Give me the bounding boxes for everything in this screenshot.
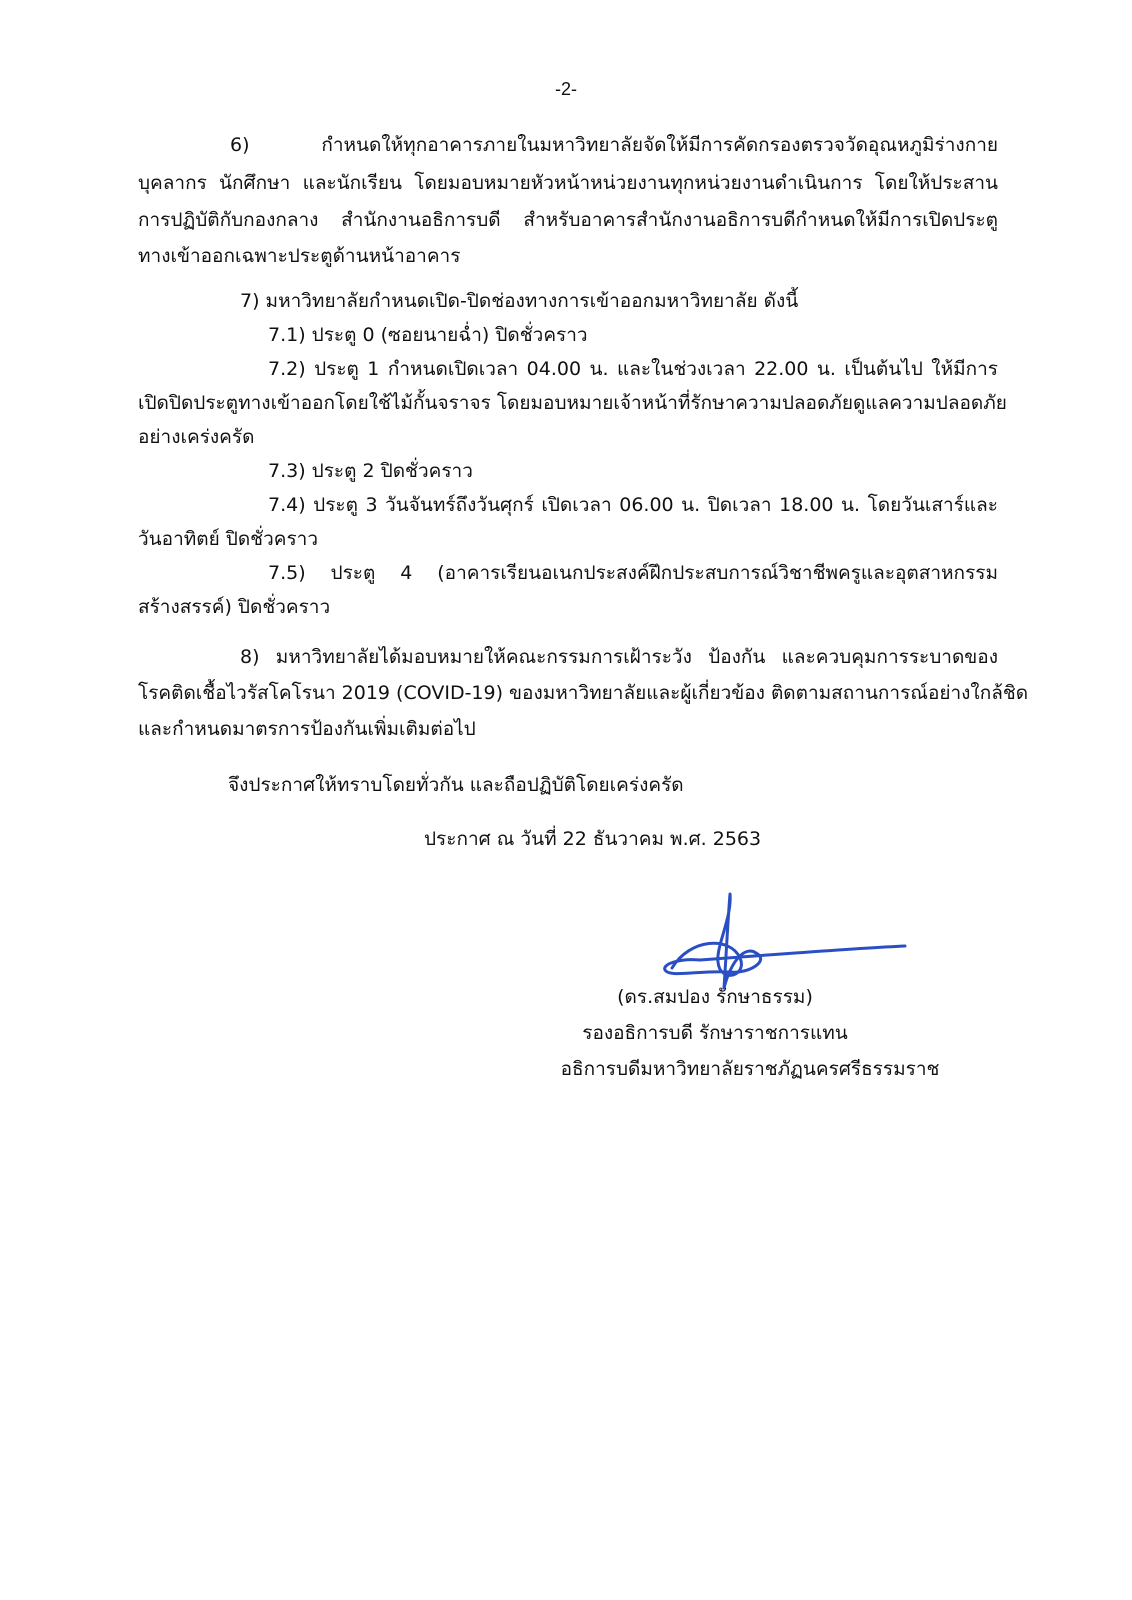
signer-position-1: รองอธิการบดี รักษาราชการแทน — [582, 1022, 848, 1044]
item7-4-line-1: 7.4) ประตู 3 วันจันทร์ถึงวันศุกร์ เปิดเวลา 06.00 น. ปิดเวลา 18.00 น. โดยวันเสาร์และ — [268, 494, 998, 516]
signer-name: (ดร.สมปอง รักษาธรรม) — [617, 986, 813, 1008]
item6-line-4: ทางเข้าออกเฉพาะประตูด้านหน้าอาคาร — [138, 245, 461, 267]
item7-2-line-2: เปิดปิดประตูทางเข้าออกโดยใช้ไม้กั้นจราจร โดยมอบหมายเจ้าหน้าที่รักษาความปลอดภัยดูแลความปลอดภัย — [138, 392, 1007, 414]
item7-5-line-1: 7.5) ประตู 4 (อาคารเรียนอเนกประสงค์ฝึกประสบการณ์วิชาชีพครูและอุตสาหกรรม — [268, 562, 998, 584]
item8-line-3: และกำหนดมาตรการป้องกันเพิ่มเติมต่อไป — [138, 718, 476, 740]
item6-line-2: บุคลากร นักศึกษา และนักเรียน โดยมอบหมายหัวหน้าหน่วยงานทุกหน่วยงานดำเนินการ โดยให้ประสาน — [138, 172, 998, 194]
item7-2-line-1: 7.2) ประตู 1 กำหนดเปิดเวลา 04.00 น. และในช่วงเวลา 22.00 น. เป็นต้นไป ให้มีการ — [268, 358, 998, 380]
item6-line-1: 6) กำหนดให้ทุกอาคารภายในมหาวิทยาลัยจัดให้มีการคัดกรองตรวจวัดอุณหภูมิร่างกาย — [230, 134, 998, 156]
signature-image — [660, 888, 920, 998]
closing-statement: จึงประกาศให้ทราบโดยทั่วกัน และถือปฏิบัติโดยเคร่งครัด — [228, 774, 684, 796]
item8-line-1: 8) มหาวิทยาลัยได้มอบหมายให้คณะกรรมการเฝ้าระวัง ป้องกัน และควบคุมการระบาดของ — [240, 646, 998, 668]
signature-stroke — [665, 894, 905, 988]
item6-line-3: การปฏิบัติกับกองกลาง สำนักงานอธิการบดี สำหรับอาคารสำนักงานอธิการบดีกำหนดให้มีการเปิดประตู — [138, 209, 998, 231]
item8-line-2: โรคติดเชื้อไวรัสโคโรนา 2019 (COVID-19) ของมหาวิทยาลัยและผู้เกี่ยวข้อง ติดตามสถานการณ์อย่างใกล้ชิด — [138, 682, 1029, 704]
signer-position-2: อธิการบดีมหาวิทยาลัยราชภัฏนครศรีธรรมราช — [560, 1058, 940, 1080]
item7-3: 7.3) ประตู 2 ปิดชั่วคราว — [268, 460, 473, 482]
item7-2-line-3: อย่างเคร่งครัด — [138, 426, 255, 448]
item7-4-line-2: วันอาทิตย์ ปิดชั่วคราว — [138, 528, 318, 550]
item7-5-line-2: สร้างสรรค์) ปิดชั่วคราว — [138, 596, 331, 618]
item7-1: 7.1) ประตู 0 (ซอยนายฉ่ำ) ปิดชั่วคราว — [268, 324, 588, 346]
item7-heading: 7) มหาวิทยาลัยกำหนดเปิด-ปิดช่องทางการเข้าออกมหาวิทยาลัย ดังนี้ — [240, 290, 799, 312]
announcement-date: ประกาศ ณ วันที่ 22 ธันวาคม พ.ศ. 2563 — [424, 828, 762, 850]
page-number: -2- — [555, 79, 577, 99]
